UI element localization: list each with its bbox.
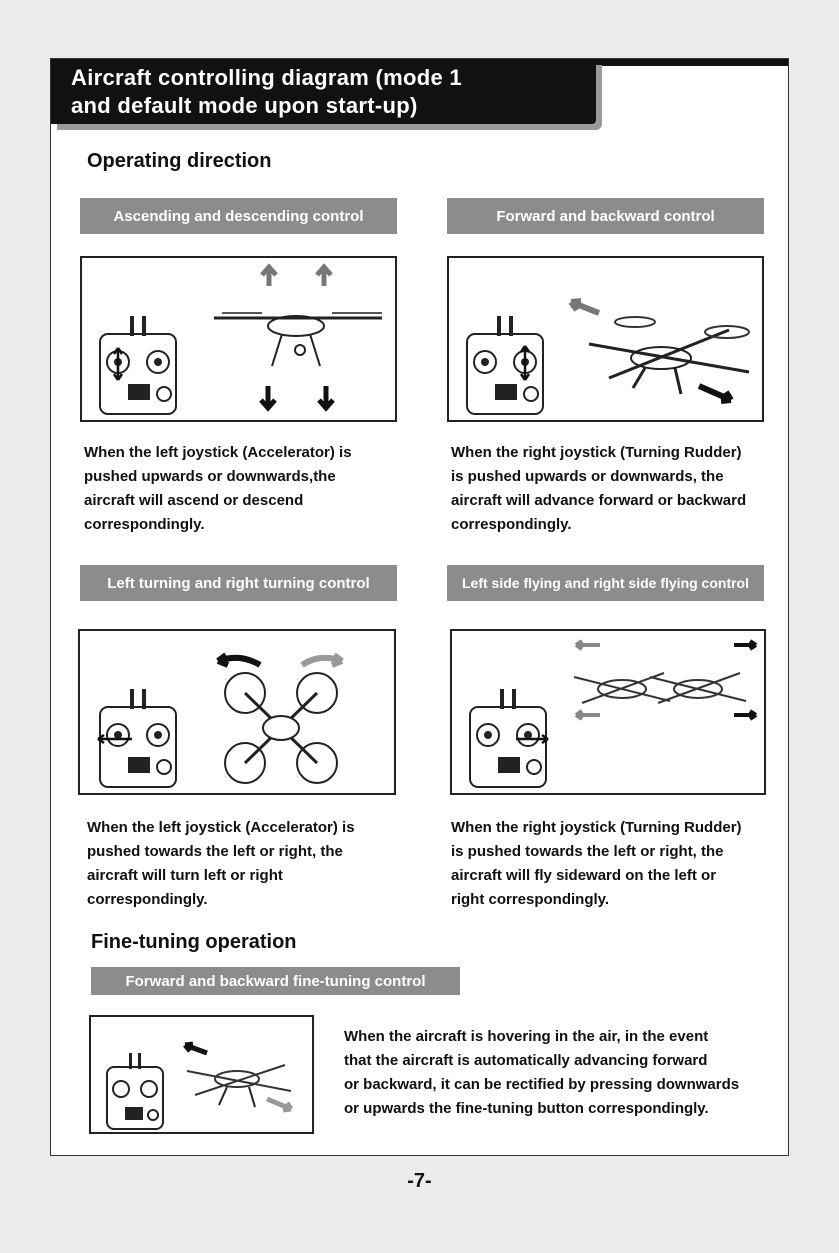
- turn-right-arrow-icon: [302, 655, 342, 665]
- ascend-descend-illustration: [80, 256, 397, 422]
- remote-controller-icon: [467, 316, 543, 414]
- forward-arrow-icon: [571, 301, 599, 313]
- left-right-turning-description: When the left joystick (Accelerator) is pushed towards the left or right, the aircraft will turn left or right correspondingly.: [87, 819, 355, 908]
- down-arrow-icon: [261, 386, 333, 408]
- fine-tuning-illustration: [89, 1015, 314, 1134]
- forward-arrow-icon: [185, 1044, 207, 1053]
- right-arrow-icon: [734, 641, 756, 719]
- backward-arrow-icon: [267, 1099, 291, 1110]
- fine-tuning-label: Forward and backward fine-tuning control: [91, 967, 460, 995]
- fine-tuning-heading: Fine-tuning operation: [91, 931, 297, 953]
- page-title: [51, 59, 596, 124]
- manual-page: [50, 58, 789, 1156]
- fine-tuning-description: When the aircraft is hovering in the air, in the event that the aircraft is automatically advancing forward or backward, it can be rectified by pressing downwards or upwards the fine-tuning button correspondingly.: [344, 1028, 740, 1117]
- ascend-descend-description: When the left joystick (Accelerator) is pushed upwards or downwards,the aircraft will ascend or descend correspondingly.: [84, 444, 352, 533]
- drone-icon: [214, 313, 382, 366]
- remote-controller-icon: [107, 1053, 163, 1129]
- operating-direction-heading: Operating direction: [87, 150, 272, 172]
- left-right-turning-illustration: [78, 629, 396, 795]
- backward-arrow-icon: [699, 386, 731, 401]
- side-flying-label: Left side flying and right side flying control: [447, 565, 764, 601]
- title-line-1: Aircraft controlling diagram (mode 1: [71, 65, 462, 90]
- up-arrow-icon: [262, 267, 331, 286]
- turn-left-arrow-icon: [218, 655, 260, 665]
- left-right-turning-label: Left turning and right turning control: [80, 565, 397, 601]
- side-flying-illustration: [450, 629, 766, 795]
- forward-backward-description: When the right joystick (Turning Rudder) is pushed upwards or downwards, the aircraft will advance forward or backward correspondingly.: [451, 444, 747, 533]
- ascend-descend-label: Ascending and descending control: [80, 198, 397, 234]
- drone-icon: [574, 673, 746, 703]
- drone-top-view-icon: [225, 673, 337, 783]
- side-flying-description: When the right joystick (Turning Rudder) is pushed towards the left or right, the aircraft will fly sideward on the left or right correspondingly.: [451, 819, 742, 908]
- forward-backward-illustration: [447, 256, 764, 422]
- title-line-2: and default mode upon start-up): [71, 93, 418, 118]
- remote-controller-icon: [100, 316, 176, 414]
- page-number: -7-: [407, 1170, 432, 1192]
- forward-backward-label: Forward and backward control: [447, 198, 764, 234]
- drone-icon: [589, 317, 749, 394]
